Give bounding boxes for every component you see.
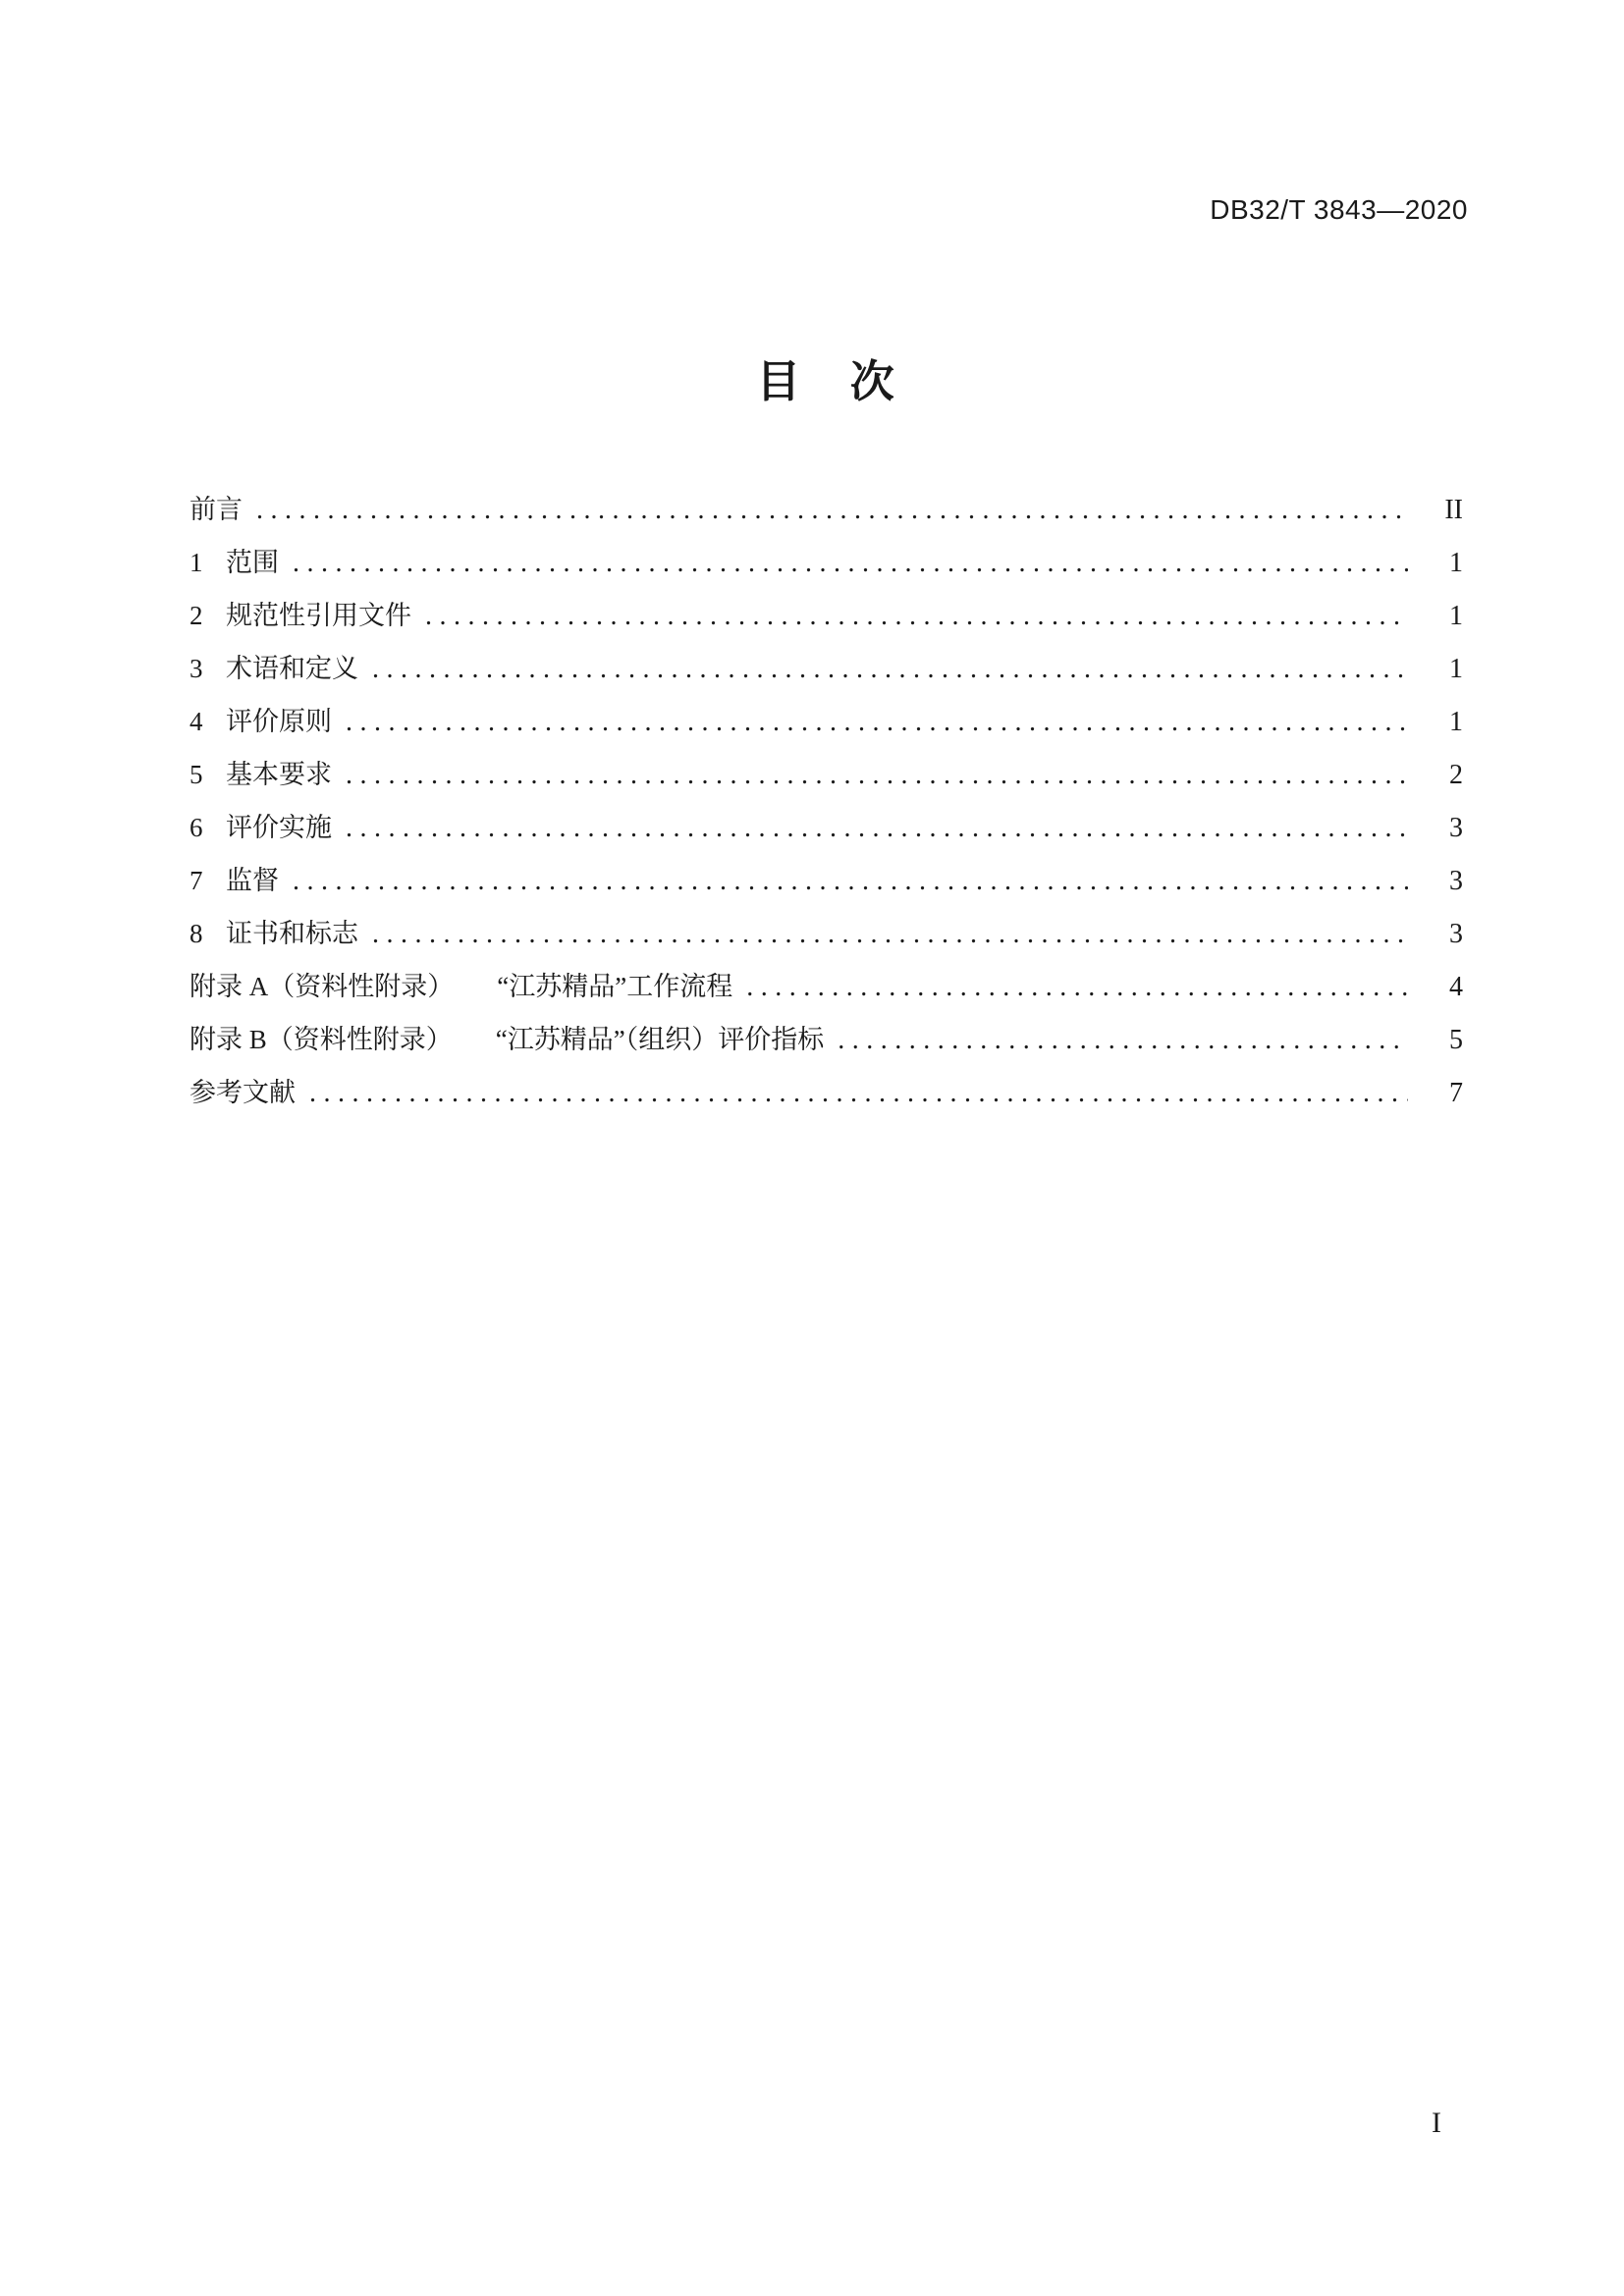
toc-dot-leader <box>293 855 1408 908</box>
toc-dot-leader <box>425 590 1408 643</box>
toc-entry-label: 评价实施 <box>226 813 332 842</box>
toc-dot-leader <box>309 1067 1408 1120</box>
page-title: 目 次 <box>756 356 896 406</box>
toc-entry-label: 评价原则 <box>226 707 332 736</box>
toc-entry <box>189 695 1463 748</box>
toc-entry-page: 3 <box>1449 813 1463 843</box>
toc-entry-sublabel: “江苏精品”工作流程 <box>497 972 733 1001</box>
toc-entry-label: 附录 A（资料性附录） <box>189 972 455 1001</box>
toc-dot-leader <box>346 749 1408 802</box>
toc-entry-label: 术语和定义 <box>226 654 358 683</box>
toc-entry-sublabel: “江苏精品”（组织）评价指标 <box>495 1025 825 1054</box>
toc-entry-number: 3 <box>189 654 203 683</box>
toc-dot-leader <box>372 643 1408 696</box>
toc-entry-page: 2 <box>1449 760 1463 790</box>
toc-entry-page: 3 <box>1449 919 1463 949</box>
toc-entry-number: 4 <box>189 707 203 736</box>
toc-entry-label: 范围 <box>226 548 279 577</box>
footer-page-number: I <box>1432 2107 1441 2139</box>
toc-entry-page: 5 <box>1449 1025 1463 1055</box>
toc-dot-leader <box>838 1014 1408 1067</box>
toc-dot-leader <box>346 802 1408 855</box>
toc-entry <box>189 801 1463 854</box>
toc-entry-label: 附录 B（资料性附录） <box>189 1025 453 1054</box>
toc-dot-leader <box>346 696 1408 749</box>
document-code: DB32/T 3843—2020 <box>1210 194 1468 225</box>
toc-entry <box>189 1013 1463 1066</box>
toc-entry <box>189 907 1463 960</box>
toc-dot-leader <box>256 484 1408 537</box>
toc-entry-page: 1 <box>1449 601 1463 631</box>
toc-entry-number: 8 <box>189 919 203 948</box>
toc-entry <box>189 642 1463 695</box>
toc-entry-page: II <box>1444 495 1463 525</box>
toc-entry-label: 证书和标志 <box>226 919 358 948</box>
toc-entry-number: 7 <box>189 866 203 895</box>
toc-entry-page: 1 <box>1449 548 1463 578</box>
toc-list <box>189 483 1463 1119</box>
toc-entry-label: 参考文献 <box>189 1078 296 1107</box>
toc-entry <box>189 960 1463 1013</box>
toc-entry-label: 监督 <box>226 866 279 895</box>
toc-entry <box>189 854 1463 907</box>
toc-entry-label: 基本要求 <box>226 760 332 789</box>
toc-entry-page: 1 <box>1449 654 1463 684</box>
toc-entry <box>189 748 1463 801</box>
toc-dot-leader <box>372 908 1408 961</box>
toc-entry <box>189 589 1463 642</box>
toc-entry-number: 5 <box>189 760 203 789</box>
toc-entry-page: 3 <box>1449 866 1463 896</box>
toc-entry <box>189 536 1463 589</box>
toc-dot-leader <box>293 537 1408 590</box>
toc-entry-label: 规范性引用文件 <box>226 601 411 630</box>
toc-entry-label: 前言 <box>189 495 243 524</box>
toc-entry-page: 4 <box>1449 972 1463 1002</box>
toc-entry-page: 7 <box>1449 1078 1463 1108</box>
toc-entry <box>189 483 1463 536</box>
toc-entry-page: 1 <box>1449 707 1463 737</box>
toc-dot-leader <box>746 961 1408 1014</box>
toc-entry <box>189 1066 1463 1119</box>
toc-entry-number: 1 <box>189 548 203 577</box>
toc-entry-number: 6 <box>189 813 203 842</box>
toc-entry-number: 2 <box>189 601 203 630</box>
